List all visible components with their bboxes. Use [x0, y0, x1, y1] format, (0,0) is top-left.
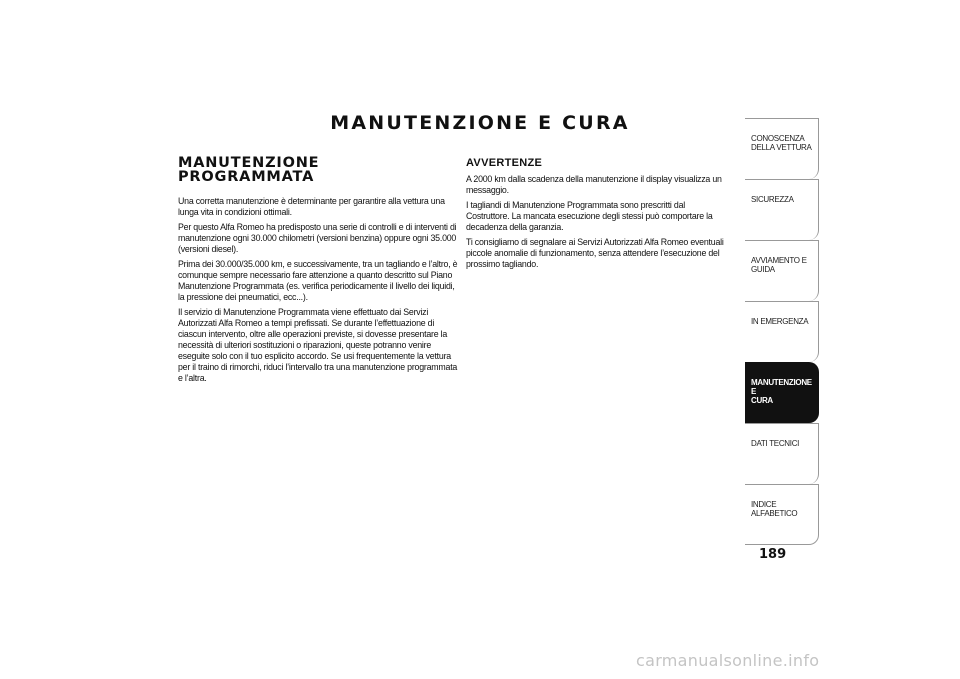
tab-label-line1: INDICE ALFABETICO [751, 500, 798, 518]
tab-avviamento-e-guida[interactable] [745, 240, 819, 301]
tab-label-line1: MANUTENZIONE E [751, 378, 812, 396]
left-column [178, 156, 464, 388]
tab-conoscenza-della-vettura[interactable] [745, 118, 819, 179]
warning-paragraph-1: A 2000 km dalla scadenza della manutenzione il display visualizza un messaggio. [466, 174, 722, 196]
tab-label-line1: AVVIAMENTO E [751, 256, 807, 265]
section-title-line2: PROGRAMMATA [178, 169, 315, 185]
tab-label-line1: CONOSCENZA [751, 134, 805, 143]
page-title: MANUTENZIONE E CURA [330, 112, 630, 134]
section-title [178, 156, 464, 184]
tab-in-emergenza[interactable] [745, 301, 819, 362]
paragraph-2: Per questo Alfa Romeo ha predisposto una serie di controlli e di interventi di manutenzione ogni 30.000 chilometri (versioni benzina) oppure ogni 35.000 (versioni diesel). [178, 222, 457, 255]
tab-dati-tecnici[interactable] [745, 423, 819, 484]
tab-label-line2: CURA [751, 396, 773, 405]
right-column [466, 157, 732, 274]
warning-paragraph-2: I tagliandi di Manutenzione Programmata sono prescritti dal Costruttore. La mancata esecuzione degli stessi può comportare la decadenza della garanzia. [466, 200, 713, 233]
paragraph-3: Prima dei 30.000/35.000 km, e successivamente, tra un tagliando e l’altro, è comunque sempre necessario fare attenzione a quanto descritto sul Piano Manutenzione Programmata (es. verifica periodicamente il livello dei liquidi, la pressione dei pneumatici, ecc...). [178, 259, 458, 303]
tab-label-line1: DATI TECNICI [751, 439, 800, 448]
tab-manutenzione-e-cura[interactable] [745, 362, 819, 423]
chapter-tabs [745, 118, 819, 545]
watermark: carmanualsonline.info [636, 651, 820, 670]
tab-label-line1: IN EMERGENZA [751, 317, 809, 326]
tab-label-line1: SICUREZZA [751, 195, 794, 204]
tab-sicurezza[interactable] [745, 179, 819, 240]
tab-label-line2: DELLA VETTURA [751, 143, 812, 152]
tab-label-line2: GUIDA [751, 265, 775, 274]
warning-paragraph-3: Ti consigliamo di segnalare ai Servizi Autorizzati Alfa Romeo eventuali piccole anomalie di funzionamento, senza attendere l’esecuzione del prossimo tagliando. [466, 237, 724, 270]
tab-indice-alfabetico[interactable] [745, 484, 819, 545]
page-number: 189 [759, 547, 787, 562]
section-title-line1: MANUTENZIONE [178, 155, 320, 171]
paragraph-4: Il servizio di Manutenzione Programmata viene effettuato dai Servizi Autorizzati Alfa Romeo a tempi prefissati. Se durante l’effettuazione di ciascun intervento, oltre alle operazioni previste, si dovesse presentare la necessità di ulteriori sostituzioni o riparazioni, queste potranno venire eseguite solo con il tuo esplicito accordo. Se usi frequentemente la vettura per il traino di rimorchi, riduci l’intervallo tra una manutenzione programmata e l’altra. [178, 307, 458, 384]
warnings-heading: AVVERTENZE [466, 157, 543, 169]
paragraph-1: Una corretta manutenzione è determinante per garantire alla vettura una lunga vita in condizioni ottimali. [178, 196, 445, 218]
